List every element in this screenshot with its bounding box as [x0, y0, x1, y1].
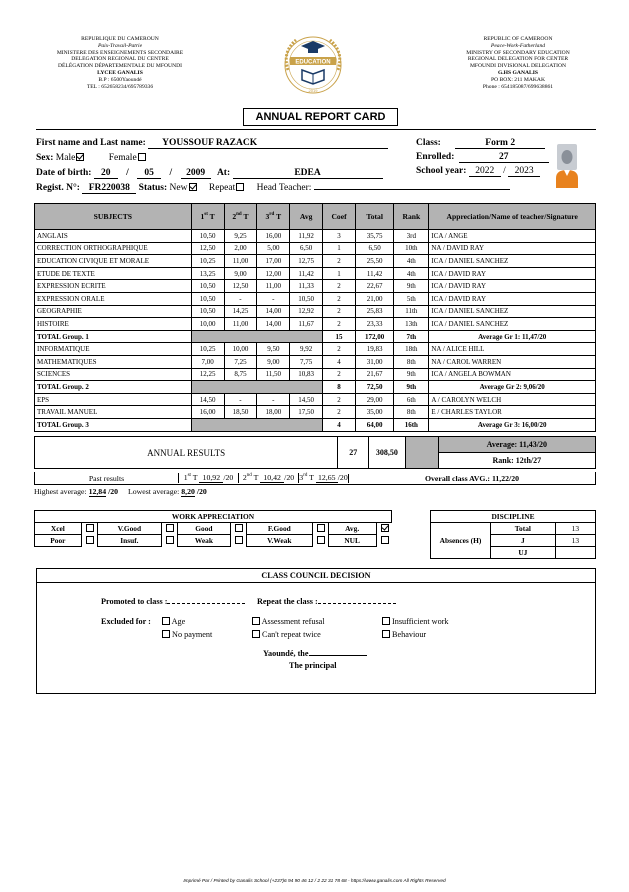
subject-cell: HISTOIRE — [35, 318, 192, 331]
avg-cell: 10,50 — [290, 292, 323, 305]
header-line: REPUBLIQUE DU CAMEROUN — [81, 36, 159, 42]
discipline-table: DISCIPLINE Absences (H) Total 13 J 13 UJ — [430, 510, 596, 559]
header-left — [40, 36, 200, 90]
subject-row — [35, 230, 596, 243]
t2-cell: 12,50 — [224, 280, 257, 293]
t1-cell: 13,25 — [191, 267, 224, 280]
t2-cell: - — [224, 393, 257, 406]
subject-row — [35, 406, 596, 419]
t3-cell: 14,00 — [257, 318, 290, 331]
header-line: REPUBLIC OF CAMEROON — [483, 36, 553, 42]
total-cell: 6,50 — [355, 242, 393, 255]
coef-cell: 2 — [323, 255, 356, 268]
no-payment-checkbox[interactable] — [162, 630, 170, 638]
birthplace: EDEA — [233, 168, 383, 179]
header-line: MFOUNDI DIVISIONAL DELEGATION — [469, 63, 567, 70]
t1-cell: 12,25 — [191, 368, 224, 381]
header-line: MINISTERE DES ENSEIGNEMENTS SECONDAIRE — [56, 49, 184, 56]
header-line: LYCEE GANALIS — [97, 69, 143, 76]
avg-cell: 11,92 — [290, 230, 323, 243]
work-level-label: Good — [177, 523, 230, 535]
age-checkbox[interactable] — [162, 617, 170, 625]
subject-row — [35, 368, 596, 381]
annual-results-label: ANNUAL RESULTS — [35, 437, 338, 469]
col-avg: Avg — [290, 204, 323, 230]
header-line: MINISTRY OF SECONDARY EDUCATION — [466, 49, 570, 56]
avg-cell: 12,75 — [290, 255, 323, 268]
subject-row — [35, 393, 596, 406]
col-appreciation: Appreciation/Name of teacher/Signature — [429, 204, 596, 230]
coef-cell: 2 — [323, 318, 356, 331]
appreciation-cell: NA / CAROL WARREN — [429, 355, 596, 368]
annual-rank: Rank: 12th/27 — [438, 453, 595, 469]
reg-number: FR220038 — [82, 183, 136, 194]
rank-cell: 13th — [394, 318, 429, 331]
subject-cell: MATHEMATIQUES — [35, 355, 192, 368]
t1-cell: 12,50 — [191, 242, 224, 255]
t2-cell: 7,25 — [224, 355, 257, 368]
header-line: TEL : 652658234/695789336 — [86, 83, 154, 90]
col-rank: Rank — [394, 204, 429, 230]
avg-cell: 11,42 — [290, 267, 323, 280]
header-line: DELEGATION REGIONAL DU CENTRE — [71, 56, 169, 63]
t3-cell: 5,00 — [257, 242, 290, 255]
coef-cell: 1 — [323, 267, 356, 280]
t1-cell: 10,50 — [191, 305, 224, 318]
class-council-decision: CLASS COUNCIL DECISION Promoted to class : Repeat the class : Excluded for : Age No payment Assessment refusal Can't repeat twice Insufficient work Behaviour Yaoundé, the The principal — [36, 568, 596, 694]
t1-cell: 10,00 — [191, 318, 224, 331]
subject-cell: EPS — [35, 393, 192, 406]
group-average: Average Gr 1: 11,47/20 — [429, 330, 596, 343]
footer: Imprimé Par / Printed by Ganalis School (+237)6 94 90 46 12 / 2 22 31 78 68 - https://www.ganalis.com All Rights Reserved — [183, 879, 446, 884]
avg-cell: 12,92 — [290, 305, 323, 318]
header-right — [434, 36, 602, 90]
group-total: 64,00 — [355, 418, 393, 431]
t1-cell: 7,00 — [191, 355, 224, 368]
t3-cell: 16,00 — [257, 230, 290, 243]
male-checkbox[interactable] — [76, 153, 84, 161]
subject-cell: EXPRESSION ECRITE — [35, 280, 192, 293]
appreciation-cell: ICA / DANIEL SANCHEZ — [429, 255, 596, 268]
group-coef: 15 — [323, 330, 356, 343]
coef-cell: 2 — [323, 393, 356, 406]
t2-cell: 10,00 — [224, 343, 257, 356]
avg-cell: 17,50 — [290, 406, 323, 419]
appreciation-cell: ICA / DAVID RAY — [429, 292, 596, 305]
rank-cell: 3rd — [394, 230, 429, 243]
rank-cell: 4th — [394, 267, 429, 280]
subject-row — [35, 242, 596, 255]
col-coef: Coef — [323, 204, 356, 230]
group-coef: 8 — [323, 381, 356, 394]
total-cell: 11,42 — [355, 267, 393, 280]
header-line: B.P : 6500Yaoundé — [98, 76, 142, 83]
female-checkbox[interactable] — [138, 153, 146, 161]
rank-cell: 9th — [394, 280, 429, 293]
col-subjects: SUBJECTS — [35, 204, 192, 230]
subject-cell: EDUCATION CIVIQUE ET MORALE — [35, 255, 192, 268]
appreciation-cell: ICA / ANGE — [429, 230, 596, 243]
subject-cell: SCIENCES — [35, 368, 192, 381]
rank-cell: 11th — [394, 305, 429, 318]
t3-cell: - — [257, 292, 290, 305]
dob-row: Date of birth: 20 / 05 / 2009 At: EDEA — [36, 168, 383, 179]
rank-cell: 6th — [394, 393, 429, 406]
rank-cell: 8th — [394, 355, 429, 368]
name-row: First name and Last name: YOUSSOUF RAZACK — [36, 138, 388, 149]
work-appreciation-title: WORK APPRECIATION — [35, 511, 392, 523]
t3-cell: 9,00 — [257, 355, 290, 368]
rank-cell: 4th — [394, 255, 429, 268]
header-line: DÉLÉGATION DÉPARTEMENTALE DU MFOUNDI — [57, 63, 183, 70]
total-cell: 31,00 — [355, 355, 393, 368]
col-total: Total — [355, 204, 393, 230]
total-cell: 22,67 — [355, 280, 393, 293]
appreciation-cell: ICA / ANGELA BOWMAN — [429, 368, 596, 381]
council-title: CLASS COUNCIL DECISION — [37, 569, 595, 583]
t2-cell: 18,50 — [224, 406, 257, 419]
t2-cell: - — [224, 292, 257, 305]
group-total: 72,50 — [355, 381, 393, 394]
total-cell: 19,83 — [355, 343, 393, 356]
grades-table — [34, 203, 596, 432]
work-level-checkbox[interactable] — [230, 535, 246, 547]
group-average: Average Gr 2: 9,06/20 — [429, 381, 596, 394]
total-cell: 25,50 — [355, 255, 393, 268]
appreciation-cell: E / CHARLES TAYLOR — [429, 406, 596, 419]
t3-cell: 9,50 — [257, 343, 290, 356]
subject-row — [35, 255, 596, 268]
work-level-checkbox[interactable] — [376, 523, 392, 535]
behaviour-checkbox[interactable] — [382, 630, 390, 638]
coef-cell: 3 — [323, 230, 356, 243]
doc-title: ANNUAL REPORT CARD — [243, 108, 398, 126]
header-line: PO BOX: 211 MAKAK — [490, 76, 546, 83]
subject-cell: ANGLAIS — [35, 230, 192, 243]
total-cell: 35,00 — [355, 406, 393, 419]
year-row: School year: 2022 / 2023 — [416, 166, 540, 177]
appreciation-cell: ICA / DANIEL SANCHEZ — [429, 318, 596, 331]
group-rank: 7th — [394, 330, 429, 343]
work-level-label: Poor — [35, 535, 82, 547]
group-rank: 16th — [394, 418, 429, 431]
work-level-label: F.Good — [246, 523, 312, 535]
total-cell: 23,33 — [355, 318, 393, 331]
col-t3: 3rd T — [257, 204, 290, 230]
t2-cell: 14,25 — [224, 305, 257, 318]
work-level-label: Avg. — [328, 523, 376, 535]
work-level-checkbox[interactable] — [376, 535, 392, 547]
logo-year: 2019 — [308, 88, 318, 93]
work-level-checkbox[interactable] — [230, 523, 246, 535]
total-cell: 21,00 — [355, 292, 393, 305]
subject-row — [35, 355, 596, 368]
group-total-row — [35, 330, 596, 343]
col-t1: 1st T — [191, 204, 224, 230]
header-line: Paix-Travail-Patrie — [97, 42, 143, 49]
group-label: TOTAL Group. 2 — [35, 381, 192, 394]
t3-cell: 11,00 — [257, 280, 290, 293]
total-cell: 35,75 — [355, 230, 393, 243]
assessment-refusal-checkbox[interactable] — [252, 617, 260, 625]
header-line: REGIONAL DELEGATION FOR CENTER — [467, 56, 569, 63]
t1-cell: 10,50 — [191, 292, 224, 305]
work-level-label: V.Good — [97, 523, 161, 535]
total-cell: 29,00 — [355, 393, 393, 406]
group-rank: 9th — [394, 381, 429, 394]
work-level-checkbox[interactable] — [312, 523, 328, 535]
insufficient-work-checkbox[interactable] — [382, 617, 390, 625]
avg-cell: 11,33 — [290, 280, 323, 293]
coef-cell: 4 — [323, 355, 356, 368]
overall-class-avg: Overall class AVG.: 11,22/20 — [348, 474, 595, 483]
cant-repeat-checkbox[interactable] — [252, 630, 260, 638]
group-average: Average Gr 3: 16,00/20 — [429, 418, 596, 431]
t3-cell: 11,50 — [257, 368, 290, 381]
t1-cell: 10,50 — [191, 280, 224, 293]
t2-cell: 9,25 — [224, 230, 257, 243]
coef-cell: 2 — [323, 406, 356, 419]
t3-cell: 17,00 — [257, 255, 290, 268]
t2-cell: 9,00 — [224, 267, 257, 280]
subject-row — [35, 267, 596, 280]
rank-cell: 18th — [394, 343, 429, 356]
divider — [36, 129, 596, 130]
coef-cell: 2 — [323, 292, 356, 305]
group-total: 172,00 — [355, 330, 393, 343]
total-cell: 25,83 — [355, 305, 393, 318]
subject-row — [35, 318, 596, 331]
t1-cell: 10,50 — [191, 230, 224, 243]
total-cell: 21,67 — [355, 368, 393, 381]
rank-cell: 10th — [394, 242, 429, 255]
work-level-label: Xcel — [35, 523, 82, 535]
student-name: YOUSSOUF RAZACK — [148, 138, 388, 149]
repeat-checkbox[interactable] — [236, 183, 244, 191]
t2-cell: 11,00 — [224, 255, 257, 268]
subject-row — [35, 292, 596, 305]
rank-cell: 5th — [394, 292, 429, 305]
t3-cell: 12,00 — [257, 267, 290, 280]
avg-cell: 14,50 — [290, 393, 323, 406]
rank-cell: 8th — [394, 406, 429, 419]
work-level-checkbox[interactable] — [161, 535, 177, 547]
work-level-label: NUL — [328, 535, 376, 547]
coef-cell: 2 — [323, 280, 356, 293]
principal-label: The principal — [289, 661, 337, 670]
t2-cell: 11,00 — [224, 318, 257, 331]
appreciation-cell: A / CAROLYN WELCH — [429, 393, 596, 406]
subject-cell: GEOGRAPHIE — [35, 305, 192, 318]
t3-cell: - — [257, 393, 290, 406]
work-level-label: Weak — [177, 535, 230, 547]
group-label: TOTAL Group. 1 — [35, 330, 192, 343]
past-results: Past results 1st T 10,92 /20 2nd T 10,42 /20 3rd T 12,65 /20 Overall class AVG.: 11,22/20 Highest average: 12,84 /20 Lowest average: 8,20 /20 — [34, 472, 596, 497]
sex-row: Sex: Male Female — [36, 153, 146, 163]
t2-cell: 8,75 — [224, 368, 257, 381]
coef-cell: 2 — [323, 343, 356, 356]
education-logo — [278, 30, 348, 100]
appreciation-cell: ICA / DAVID RAY — [429, 280, 596, 293]
avg-cell: 11,67 — [290, 318, 323, 331]
appreciation-cell: NA / DAVID RAY — [429, 242, 596, 255]
coef-cell: 2 — [323, 305, 356, 318]
subject-cell: CORRECTION ORTHOGRAPHIQUE — [35, 242, 192, 255]
subject-row — [35, 343, 596, 356]
logo-text: EDUCATION — [295, 59, 331, 66]
header-line: Phone : 654185087/699638861 — [482, 83, 554, 90]
work-level-checkbox[interactable] — [161, 523, 177, 535]
work-level-label: V.Weak — [246, 535, 312, 547]
appreciation-cell: ICA / DANIEL SANCHEZ — [429, 305, 596, 318]
group-coef: 4 — [323, 418, 356, 431]
t2-cell: 2,00 — [224, 242, 257, 255]
t3-cell: 18,00 — [257, 406, 290, 419]
t1-cell: 16,00 — [191, 406, 224, 419]
t1-cell: 10,25 — [191, 255, 224, 268]
work-level-checkbox[interactable] — [81, 523, 97, 535]
work-level-label: Insuf. — [97, 535, 161, 547]
enrolled-row: Enrolled: 27 — [416, 152, 549, 163]
appreciation-cell: ICA / DAVID RAY — [429, 267, 596, 280]
annual-average: Average: 11,43/20 — [438, 437, 595, 453]
subject-row — [35, 305, 596, 318]
work-level-checkbox[interactable] — [81, 535, 97, 547]
rank-cell: 9th — [394, 368, 429, 381]
avg-cell: 6,50 — [290, 242, 323, 255]
class-row: Class: Form 2 — [416, 138, 545, 149]
header-line: G.HS GANALIS — [497, 69, 539, 76]
reg-row: Regist. N°: FR220038 Status: New Repeat Head Teacher: — [36, 183, 510, 194]
avg-cell: 7,75 — [290, 355, 323, 368]
avg-cell: 10,83 — [290, 368, 323, 381]
subject-cell: INFORMATIQUE — [35, 343, 192, 356]
subject-cell: ETUDE DE TEXTE — [35, 267, 192, 280]
work-appreciation — [34, 510, 392, 547]
group-label: TOTAL Group. 3 — [35, 418, 192, 431]
enrolled-value: 27 — [459, 152, 549, 163]
subject-cell: EXPRESSION ORALE — [35, 292, 192, 305]
group-total-row — [35, 381, 596, 394]
avg-cell: 9,92 — [290, 343, 323, 356]
t1-cell: 10,25 — [191, 343, 224, 356]
work-level-checkbox[interactable] — [312, 535, 328, 547]
t1-cell: 14,50 — [191, 393, 224, 406]
header-line: Peace-Work-Fatherland — [490, 42, 546, 49]
student-avatar-icon — [555, 144, 579, 188]
new-checkbox[interactable] — [189, 183, 197, 191]
annual-results: ANNUAL RESULTS 27 308,50 Average: 11,43/20 Rank: 12th/27 — [34, 436, 596, 469]
group-total-row — [35, 418, 596, 431]
class-value: Form 2 — [455, 138, 545, 149]
subject-cell: TRAVAIL MANUEL — [35, 406, 192, 419]
coef-cell: 2 — [323, 368, 356, 381]
t3-cell: 14,00 — [257, 305, 290, 318]
subject-row — [35, 280, 596, 293]
appreciation-cell: NA / ALICE HILL — [429, 343, 596, 356]
col-t2: 2nd T — [224, 204, 257, 230]
coef-cell: 1 — [323, 242, 356, 255]
